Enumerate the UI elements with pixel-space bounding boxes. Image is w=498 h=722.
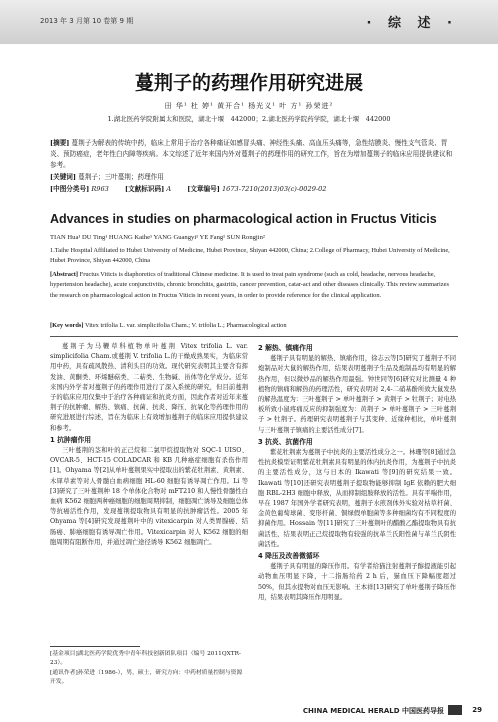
- classification-line: [50, 184, 458, 195]
- abstract-cn: [50, 138, 458, 170]
- issue-info: 2013 年 3 月第 10 卷第 9 期: [40, 17, 134, 25]
- section-heading: 2 解热、镇痛作用: [258, 344, 313, 352]
- section-paragraph: 蔓荆子具有明显的降压作用。有学者给猫注射蔓荆子醇提液能引起动物血压明显下降，十二指肠给药 2 h 后，猫血压下降幅度超过 50%，但其水提物对血压无影响。王本祥[13]研究了单叶蔓荆子降压作用，结果表明其降压作用明显。: [258, 563, 456, 601]
- section-heading: 1 抗肿瘤作用: [50, 435, 92, 444]
- section-label: · 综 述 ·: [366, 16, 458, 31]
- section-heading: 3 抗炎、抗菌作用: [258, 437, 313, 446]
- section-paragraph: 紫花牡荆素为蔓荆子中抗炎的主要活性成分之一。林珊等[8]通过急性抗炎模型证明紫花牡荆素具有明显的体内抗炎作用，为蔓荆子中抗炎的主要活性成分，这与日本的 Ikawati 等[9]的研究结果一致。Ikawati 等[10]还研究表明蔓荆子提取物能够抑制 IgE 依赖的肥大细胞 RBL-2H3 细胞中释放，从而抑制组胺释放的活性。具有平喘作用，早在 1987 年国外学者研究表明，蔓荆子水煎剂体外实验对枯草杆菌、金黄色葡萄球菌、变形杆菌、铜绿假单胞菌等多种细菌均有不同程度的抑菌作用。Hossain 等[11]研究了三叶蔓荆叶的醋酸乙酯提取物具有抗菌活性，结果表明正己烷提取物有较强的抗革兰氏阳性菌与革兰氏阴性菌活性。: [258, 449, 456, 548]
- affiliation-en: 1.Taihe Hospital Affiliated to Hubei University of Medicine, Hubei Province, Shiyan 442000, China; 2.College of Pharmacy, Hubei University of Medicine, Hubei Province, Shiyan 442000, China: [50, 247, 450, 265]
- keywords-cn-text: 蔓荆子；三叶蔓荆；药理作用: [78, 173, 164, 181]
- authors-en: TIAN Hua¹ DU Ting¹ HUANG Kaihe¹ YANG Guangyi¹ YE Fang¹ SUN Rongjin²: [50, 234, 265, 241]
- footnote: [基金项目]湖北医药学院优秀中青年科技创新团队项目（编号 2011QXTR-23）。 [通讯作者]孙荣进（1986-），男，硕士，研究方向：中药材质量控制与资源开发。: [50, 651, 243, 686]
- section-heading: 4 降压及改善微循环: [258, 552, 320, 561]
- keywords-en: [50, 322, 458, 329]
- article-id-label: [文章编号]: [187, 185, 220, 193]
- doc-code-label: [文献标识码]: [125, 185, 165, 193]
- header-band: [0, 0, 498, 44]
- affiliation-cn: 1.湖北医药学院附属太和医院，湖北十堰 442000；2.湖北医药学院药学院，湖北十堰 442000: [107, 115, 391, 123]
- article-id-value: 1673-7210(2013)03(c)-0029-02: [221, 185, 327, 193]
- keywords-en-label: [Key words]: [50, 322, 84, 329]
- article-title-en: Advances in studies on pharmacological action in Fructus Viticis: [50, 212, 437, 226]
- section-paragraph: 三叶蔓荆的茎和叶的正己烷和二氯甲烷提取物对 SQC-1 UISO、OVCAR-5、HCT-15 COLADCAR 和 KB 几种癌症细胞有杀伤作用[1]。Ohyama 等[2]从单叶蔓荆果实中提取出的紫花牡荆素、黄荆素、木犀草素等对人骨髓白血病细胞 HL-60 细胞有诱导凋亡作用。Li 等[3]研究了三叶蔓荆种 18 个单体化合物对 mFT210 和人慢性骨髓性白血病 K562 细胞两种癌细胞的细胞周期抑制，细胞凋亡诱导及细胞总体等抗癌活性作用，发现蔓荆提取物具有明显的抗肿瘤活性。2005 年 Ohyama 等[4]研究发现蔓荆叶中的 vitexicarpin 对人类胃腺癌、结肠癌、肺癌细胞有诱导凋亡作用。Vitexicarpin 对人 K562 细胞的细胞周期有阻断作用，并通过凋亡途径诱导 K562 细胞凋亡。: [50, 447, 248, 546]
- divider: [50, 336, 458, 337]
- section-paragraph: 蔓荆子具有明显的解热、镇痛作用，徐志云等[5]研究了蔓荆子不同炮制品对大鼠的解热作用，结果表明蔓荆子生品及炮制品均有明显的解热作用，但以微炒品的解热作用最强。钟世同等[6]研究对比测量 4 种植物的镇痛和解热的药理活性，研究表明对 2,4-二硝基酚所致大鼠发热的解热温度为：三叶蔓荆子 > 单叶蔓荆子 > 黄荆子 > 牡荆子；对电热板所致小鼠疼痛反应的抑制强度为：黄荆子 > 单叶蔓荆子 > 三叶蔓荆子 > 牡荆子。药理研究表明蔓荆子与其变种、近缘种相比，单叶蔓荆与三叶蔓荆子镇痛的主要活性成分[7]。: [258, 355, 456, 434]
- keywords-cn-label: [关键词]: [50, 173, 77, 181]
- authors-cn: 田 华¹ 杜 婷¹ 黄开合¹ 杨光义¹ 叶 方¹ 孙荣进²: [164, 102, 334, 110]
- clc-value: R963: [91, 185, 109, 193]
- abstract-cn-label: [摘要]: [50, 139, 70, 147]
- abstract-en-text: Fructus Viticis is diaphoretics of traditional Chinese medicine. It is used to treat pain syndrome (such as cold, headache, nervous headache, hypertension headache), acute conjunctivitis, chronic bronchitis, gastritis, cancer prevention, catar-act and other diseases clinically. This review summarizes the research on pharmacological action in Fructus Viticis in recent years, in order to provide reference for the clinical application.: [50, 271, 449, 299]
- intro-paragraph: 蔓荆子为马鞭草科植物单叶蔓荆 Vitex trifolia L. var. simplicifolia Cham.或蔓荆 V. trifolia L.的干燥成熟果实，为临床常用中药，具有疏风散热、清利头目的功效。现代研究表明其主要含有挥发油、黄酮类、环烯醚萜类、二萜类、生物碱、甾体等化学成分。近年来国内外学者对蔓荆子的药理作用进行了深入系统的研究，但目前蔓荆子的临床应用仅集中于治疗各种痛证和抗炎方面，因此作者对近年来蔓荆子的抗肿瘤、解热、镇痛、抗菌、抗炎、降压、抗氧化等药理作用的研究进展进行综述，旨在为临床上有效增加蔓荆子的临床应用提供建议和参考。: [50, 343, 248, 432]
- abstract-en: [50, 270, 458, 301]
- abstract-cn-text: 蔓荆子为解表的传统中药，临床上常用于治疗各种痛证如感冒头痛、神经性头痛、高血压头痛等，急性结膜炎、慢性支气管炎、胃炎、预防癌症，老年性白内障等疾病。本文综述了近年来国内外对蔓荆子的药理作用的研究工作，旨在为增加蔓荆子的临床应用提供建议和参考。: [50, 139, 453, 169]
- keywords-cn: [50, 172, 458, 183]
- page-number: 29: [472, 706, 482, 714]
- keywords-en-text: Vitex trifolia L. var. simplicifolia Cham.; V. trifolia L.; Pharmacological action: [85, 322, 287, 329]
- body-column-right: [258, 342, 456, 603]
- article-title-cn: 蔓荆子的药理作用研究进展: [134, 72, 363, 94]
- doc-code-value: A: [166, 185, 172, 193]
- footer-bar: [448, 705, 462, 715]
- journal-name: CHINA MEDICAL HERALD 中国医药导报: [302, 707, 444, 715]
- body-column-left: [50, 342, 248, 548]
- footnote-rule: [50, 646, 140, 647]
- page-footer: [0, 700, 498, 722]
- clc-label: [中图分类号]: [50, 185, 90, 193]
- abstract-en-label: [Abstract]: [50, 271, 79, 278]
